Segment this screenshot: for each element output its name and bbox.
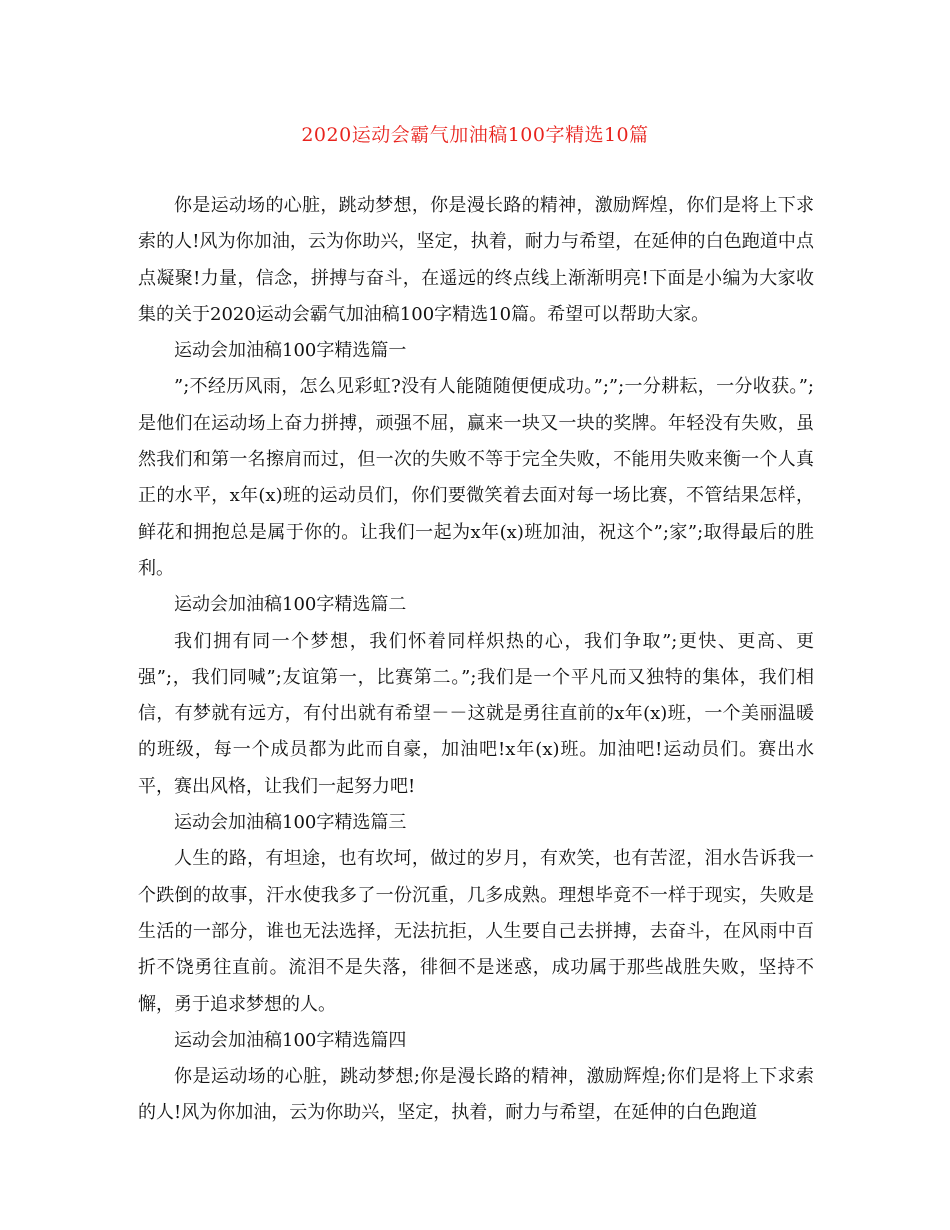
section-1-paragraph: ”;不经历风雨，怎么见彩虹?没有人能随随便便成功。”;”;一分耕耘，一分收获。”;是他们在运动场上奋力拼搏，顽强不屈，赢来一块又一块的奖牌。年轻没有失败，虽然我们和第一名擦肩而过，但一次的失败不等于完全失败，不能用失败来衡一个人真正的水平，x年(x)班的运动员们，你们要微笑着去面对每一场比赛，不管结果怎样，鲜花和拥抱总是属于你的。让我们一起为x年(x)班加油，祝这个”;家”;取得最后的胜利。 — [138, 376, 814, 579]
section-2-paragraph: 我们拥有同一个梦想，我们怀着同样炽热的心，我们争取”;更快、更高、更强”;，我们同喊”;友谊第一，比赛第二。”;我们是一个平凡而又独特的集体，我们相信，有梦就有远方，有付出就有希望－－这就是勇往直前的x年(x)班，一个美丽温暖的班级，每一个成员都为此而自豪，加油吧!x年(x)班。加油吧!运动员们。赛出水平，赛出风格，让我们一起努力吧! — [138, 630, 814, 797]
section-heading-2: 运动会加油稿100字精选篇二 — [174, 594, 407, 616]
section-3-paragraph: 人生的路，有坦途，也有坎坷，做过的岁月，有欢笑，也有苦涩，泪水告诉我一个跌倒的故事，汗水使我多了一份沉重，几多成熟。理想毕竟不一样于现实，失败是生活的一部分，谁也无法选择，无法抗拒，人生要自己去拼搏，去奋斗，在风雨中百折不饶勇往直前。流泪不是失落，徘徊不是迷惑，成功属于那些战胜失败，坚持不懈，勇于追求梦想的人。 — [138, 848, 814, 1015]
section-heading-3: 运动会加油稿100字精选篇三 — [174, 812, 407, 834]
section-heading-4: 运动会加油稿100字精选篇四 — [174, 1029, 407, 1051]
section-heading-1: 运动会加油稿100字精选篇一 — [174, 340, 407, 362]
document-body — [138, 188, 814, 1132]
intro-paragraph: 你是运动场的心脏，跳动梦想，你是漫长路的精神，激励辉煌，你们是将上下求索的人!风为你加油，云为你助兴，坚定，执着，耐力与希望，在延伸的白色跑道中点点凝聚!力量，信念，拼搏与奋斗，在遥远的终点线上渐渐明亮!下面是小编为大家收集的关于2020运动会霸气加油稿100字精选10篇。希望可以帮助大家。 — [138, 195, 814, 325]
section-4-paragraph: 你是运动场的心脏，跳动梦想;你是漫长路的精神，激励辉煌;你们是将上下求索的人!风为你加油，云为你助兴，坚定，执着，耐力与希望，在延伸的白色跑道 — [138, 1066, 814, 1124]
document-title: 2020运动会霸气加油稿100字精选10篇 — [301, 124, 649, 146]
